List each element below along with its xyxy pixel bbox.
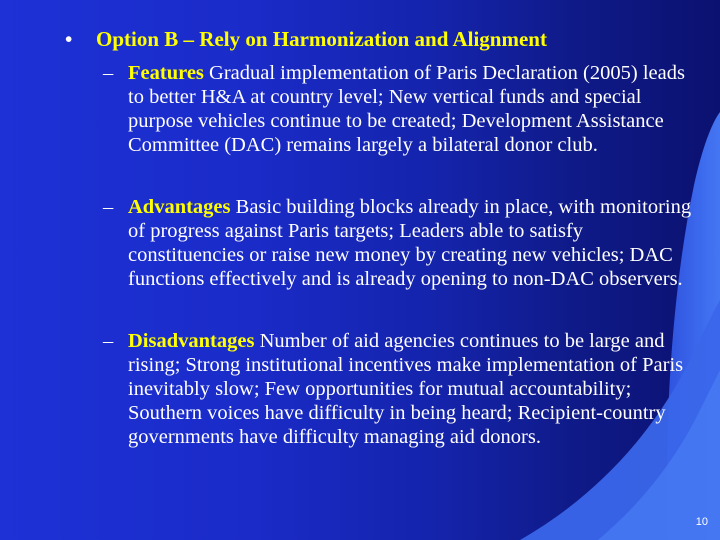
text-disadvantages: Number of aid agencies continues to be large and rising; Strong institutional incentives make implementation of Paris inevitably slow; Few opportunities for mutual accountability; Southern voices have difficulty in being heard; Recipient-country governments have difficulty managing aid donors. [128, 330, 684, 448]
sub-item-features [103, 61, 696, 157]
dash-icon: – [103, 62, 114, 84]
heading-bullet [65, 27, 673, 52]
keyword-advantages: Advantages [128, 196, 231, 218]
keyword-disadvantages: Disadvantages [128, 330, 255, 352]
sub-item-disadvantages [103, 329, 696, 449]
keyword-features: Features [128, 62, 204, 84]
sub-item-advantages [103, 195, 696, 291]
text-features: Gradual implementation of Paris Declaration (2005) leads to better H&A at country level; New vertical funds and special purpose vehicles continue to be created; Development Assistance Committee (DAC) remains largely a bilateral donor club. [128, 62, 685, 156]
page-number: 10 [695, 516, 708, 528]
dash-icon: – [103, 330, 114, 352]
text-advantages: Basic building blocks already in place, with monitoring of progress against Paris targets; Leaders able to satisfy constituencies or raise new money by creating new vehicles; DAC functions effectively and is already opening to non-DAC observers. [128, 196, 692, 290]
bullet-icon: • [65, 27, 73, 51]
slide-heading: Option B – Rely on Harmonization and Alignment [96, 27, 547, 51]
dash-icon: – [103, 196, 114, 218]
